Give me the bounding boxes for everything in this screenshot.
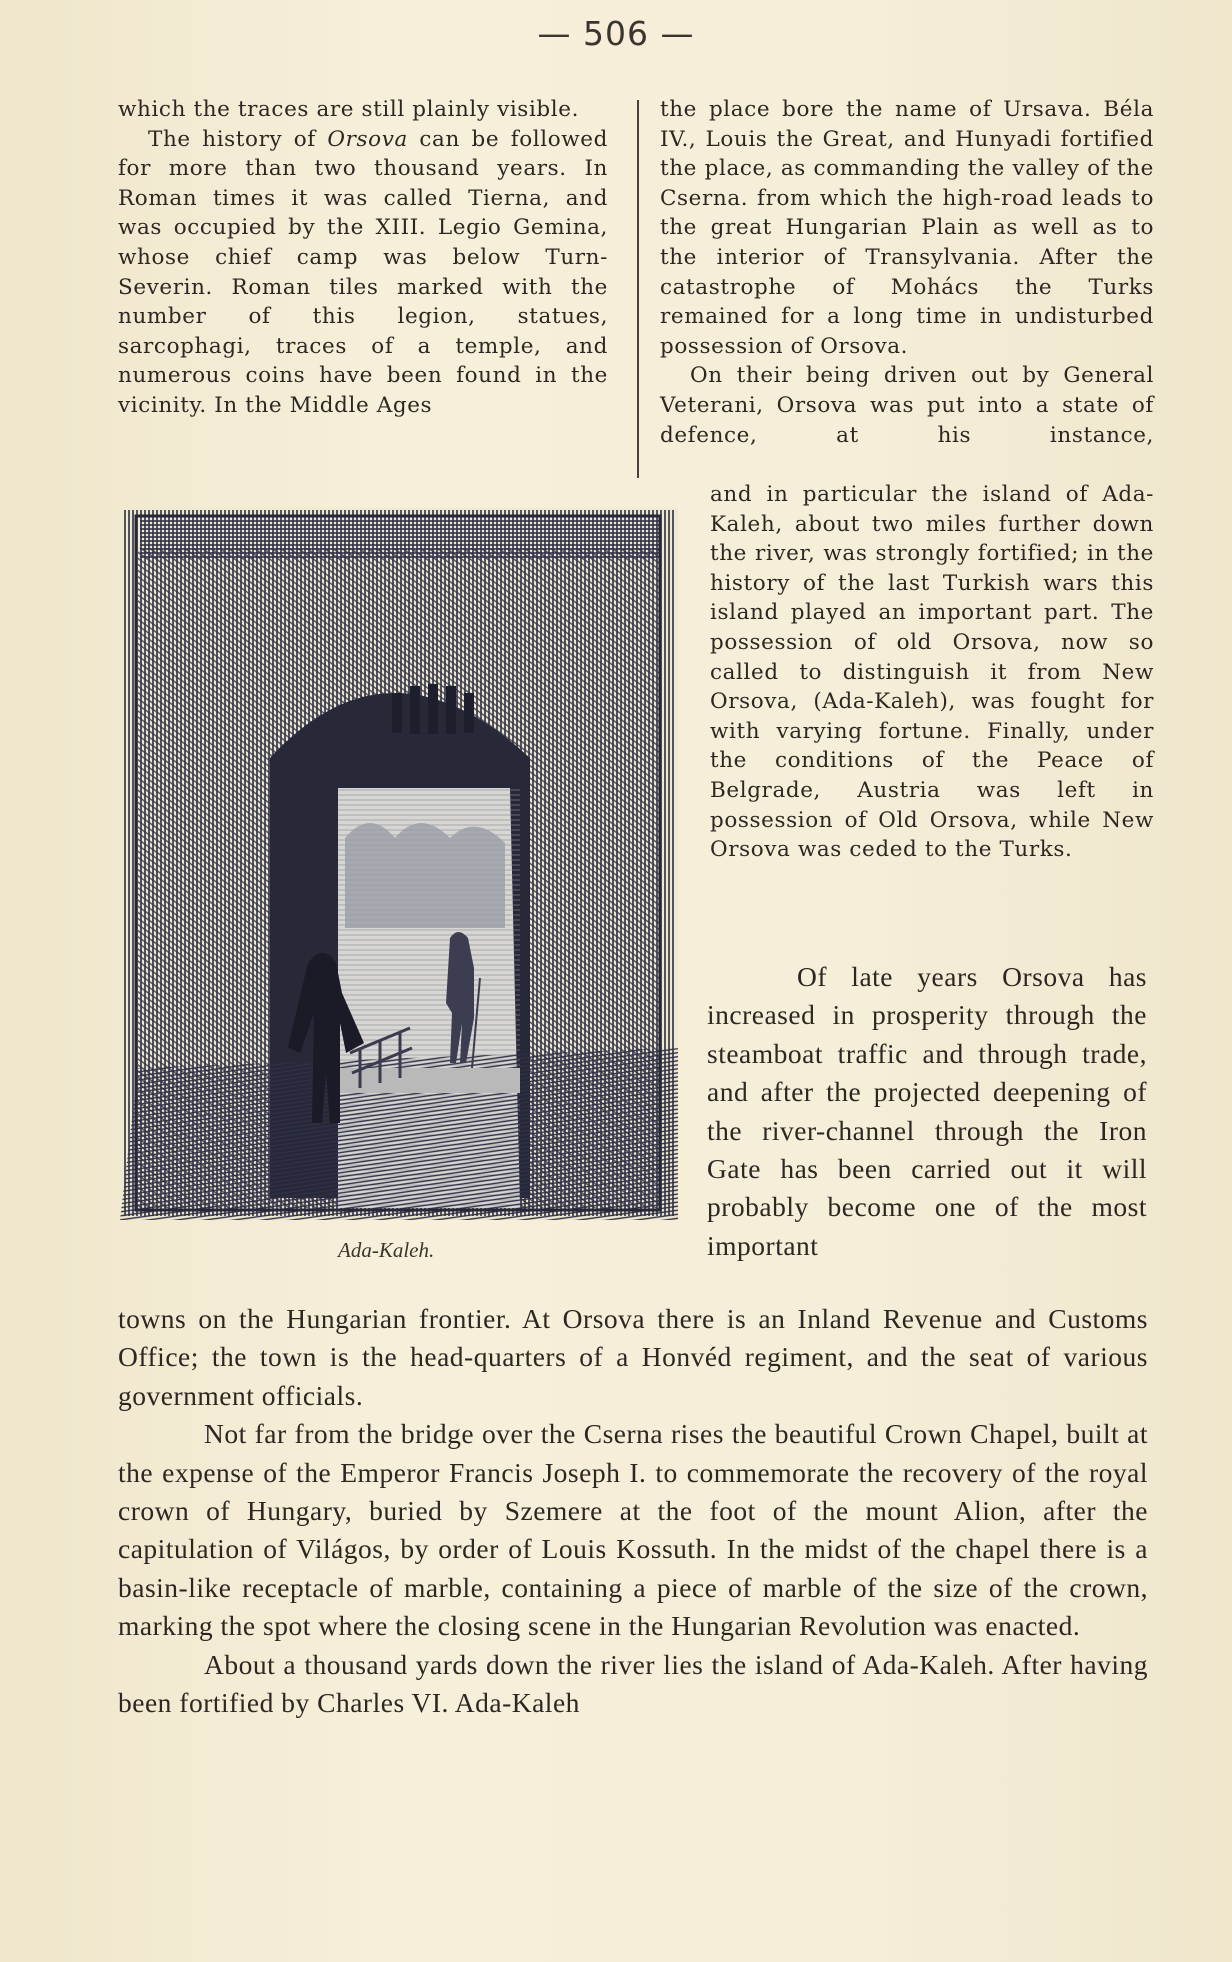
- large-side-paragraph: Of late years Orsova has increased in prosperity through the steamboat traffic and through trade, and after the projected deepening of the river-channel through the Iron Gate has been carried out it will probably become one of the most important: [707, 961, 1147, 1261]
- history-intro: The history of: [148, 126, 328, 152]
- right-column-paragraph-1: the place bore the name of Ursava. Béla IV., Louis the Great, and Hunyadi fortified the place, as commanding the valley of the Cserna. from which the high-road leads to the great Hungarian Plain as well as to the interior of Transylvania. After the catastrophe of Mohács the Turks remained for a long time in undisturbed possession of Orsova.: [660, 97, 1154, 359]
- ada-kaleh-engraving: [120, 508, 678, 1220]
- large-text-full: [118, 1300, 1148, 1722]
- left-column-paragraph-2: [118, 125, 608, 421]
- large-full-paragraph-2: Not far from the bridge over the Cserna rises the beautiful Crown Chapel, built at the expense of the Emperor Francis Joseph I. to commemorate the recovery of the royal crown of Hungary, buried by Szemere at the foot of the mount Alion, after the capitulation of Világos, by order of Louis Kossuth. In the midst of the chapel there is a basin-like receptacle of marble, containing a piece of marble of the size of the crown, marking the spot where the closing scene in the Hungarian Revolution was enacted.: [118, 1418, 1148, 1642]
- figure-caption: Ada-Kaleh.: [338, 1238, 435, 1262]
- right-column-wrap: [710, 480, 1154, 865]
- right-column-paragraph-3: and in particular the island of Ada-Kaleh, about two miles further down the river, was strongly fortified; in the history of the last Turkish wars this island played an important part. The possession of old Orsova, now so called to distinguish it from New Orsova, (Ada-Kaleh), was fought for with varying fortune. Finally, under the conditions of the Peace of Belgrade, Austria was left in possession of Old Orsova, while New Orsova was ceded to the Turks.: [710, 482, 1154, 863]
- column-divider: [637, 100, 639, 478]
- orsova-italic: Orsova: [327, 126, 408, 152]
- left-column: [118, 95, 608, 421]
- page-number: — 506 —: [537, 14, 695, 53]
- large-full-paragraph-3: About a thousand yards down the river lies the island of Ada-Kaleh. After having been fortified by Charles VI. Ada-Kaleh: [118, 1648, 1148, 1719]
- left-column-paragraph-1: which the traces are still plainly visible.: [118, 97, 580, 122]
- large-full-paragraph-1: towns on the Hungarian frontier. At Orsova there is an Inland Revenue and Customs Office; the town is the head-quarters of a Honvéd regiment, and the seat of various government officials.: [118, 1303, 1148, 1411]
- history-rest: can be followed for more than two thousand years. In Roman times it was called Tierna, and was occupied by the XIII. Legio Gemina, whose chief camp was below Turn-Severin. Roman tiles marked with the number of this legion, statues, sarcophagi, traces of a temple, and numerous coins have been found in the vicinity. In the Middle Ages: [118, 126, 608, 418]
- right-column-paragraph-2: On their being driven out by General Veterani, Orsova was put into a state of defence, at his instance,: [660, 363, 1154, 448]
- right-column-top: [660, 95, 1154, 450]
- large-text-side: [707, 958, 1147, 1265]
